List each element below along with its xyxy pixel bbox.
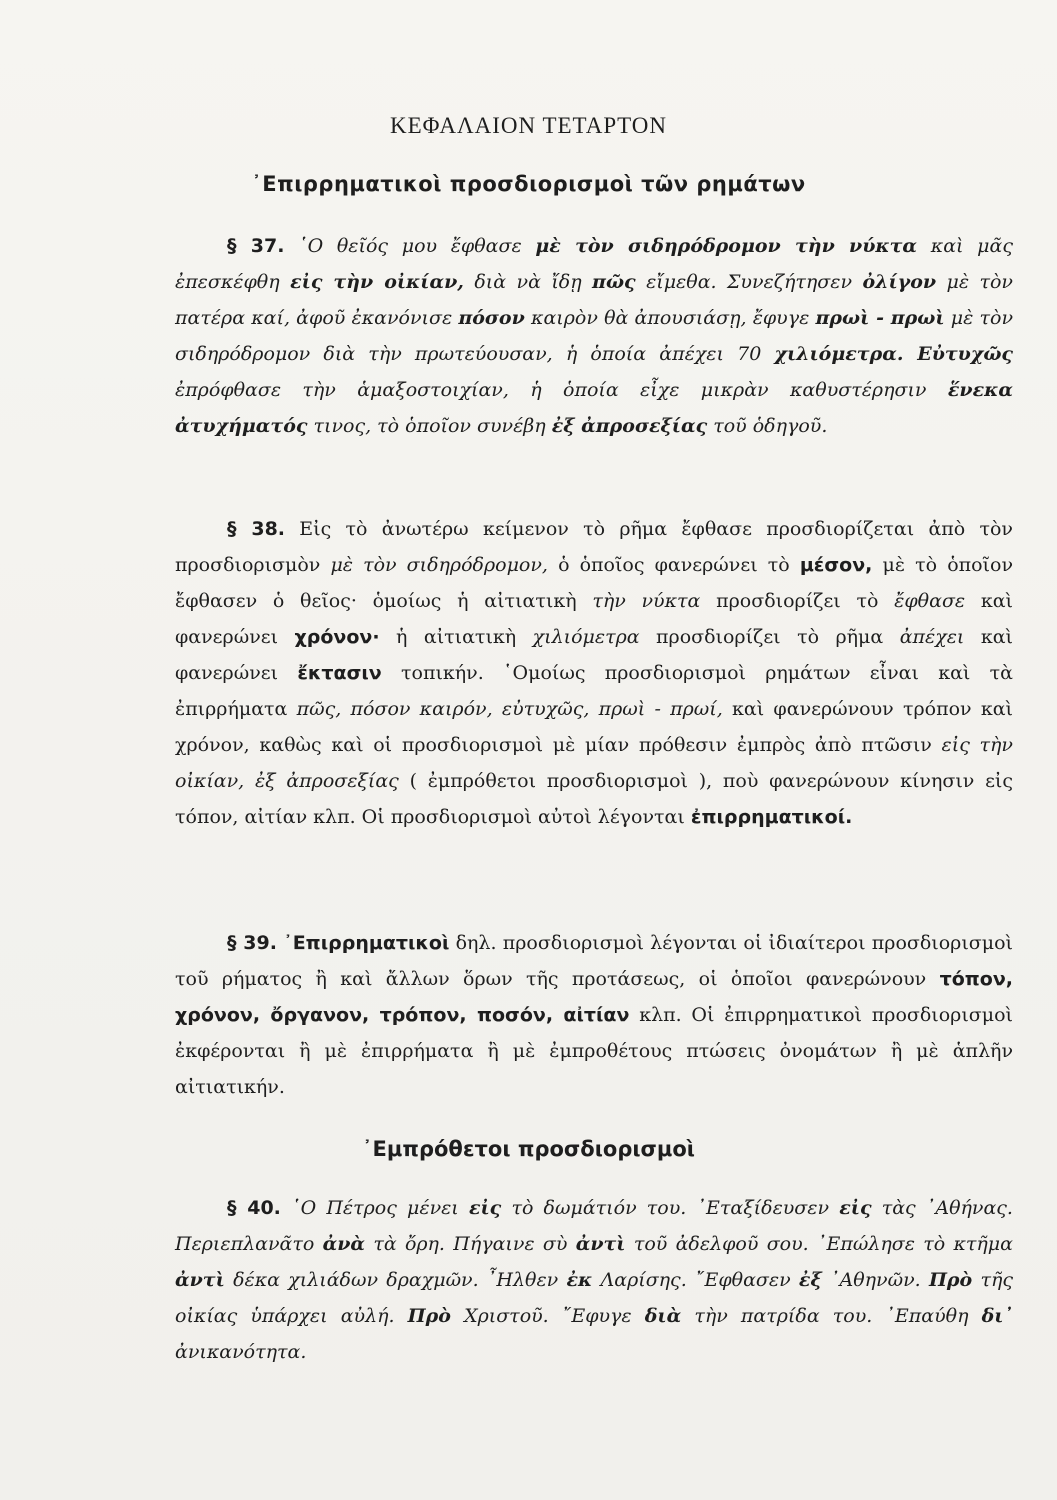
paragraph-38: § 38. Εἰς τὸ ἀνωτέρω κείμενον τὸ ρῆμα ἔφθασε προσδιορίζεται ἀπὸ τὸν προσδιορισμὸν μὲ τὸν σιδηρόδρομον, ὁ ὁποῖος φανερώνει τὸ μέσον, μὲ τὸ ὁποῖον ἔφθασεν ὁ θεῖος· ὁμοίως ἡ αἰτιατικὴ τὴν νύκτα προσδιορίζει τὸ ἔφθασε καὶ φανερώνει χρόνον· ἡ αἰτιατικὴ χιλιόμετρα προσδιορίζει τὸ ρῆμα ἀπέχει καὶ φανερώνει ἔκτασιν τοπικήν. ῾Ομοίως προσδιορισμοὶ ρημάτων εἶναι καὶ τὰ ἐπιρρήματα πῶς, πόσον καιρόν, εὐτυχῶς, πρωὶ - πρωί, καὶ φανερώνουν τρόπον καὶ χρόνον, καθὼς καὶ οἱ προσδιορισμοὶ μὲ μίαν πρόθεσιν ἐμπρὸς ἀπὸ πτῶσιν εἰς τὴν οἰκίαν, ἐξ ἀπροσεξίας ( ἐμπρόθετοι προσδιορισμοὶ ), ποὺ φανερώνουν κίνησιν εἰς τόπον, αἰτίαν κλπ. Οἱ προσδιορισμοὶ αὐτοὶ λέγονται ἐπιρρηματικοί.: [175, 518, 1013, 828]
chapter-title: ΚΕΦΑΛΑΙΟΝ ΤΕΤΑΡΤΟΝ: [389, 113, 668, 138]
subsection-heading: ᾿Εμπρόθετοι προσδιορισμοὶ: [362, 1137, 695, 1161]
paragraph-40: § 40. ῾Ο Πέτρος μένει εἰς τὸ δωμάτιόν του. ᾿Εταξίδευσεν εἰς τὰς ᾿Αθήνας. Περιεπλανᾶτο ἀνὰ τὰ ὄρη. Πήγαινε σὺ ἀντὶ τοῦ ἀδελφοῦ σου. ᾿Επώλησε τὸ κτῆμα ἀντὶ δέκα χιλιάδων δραχμῶν. ῏Ηλθεν ἐκ Λαρίσης. ῎Εφθασεν ἐξ ᾿Αθηνῶν. Πρὸ τῆς οἰκίας ὑπάρχει αὐλή. Πρὸ Χριστοῦ. ῎Εφυγε διὰ τὴν πατρίδα του. ᾿Επαύθη δι᾿ ἀνικανότητα.: [175, 1197, 1014, 1363]
section-heading: ᾿Επιρρηματικοὶ προσδιορισμοὶ τῶν ρημάτων: [251, 172, 806, 196]
paragraph-39: § 39. ᾿Επιρρηματικοὶ δηλ. προσδιορισμοὶ λέγονται οἱ ἰδιαίτεροι προσδιορισμοὶ τοῦ ρήματος ἢ καὶ ἄλλων ὅρων τῆς προτάσεως, οἱ ὁποῖοι φανερώνουν τόπον, χρόνον, ὄργανον, τρόπον, ποσόν, αἰτίαν κλπ. Οἱ ἐπιρρηματικοὶ προσδιορισμοὶ ἐκφέρονται ἢ μὲ ἐπιρρήματα ἢ μὲ ἐμπροθέτους πτώσεις ὀνομάτων ἢ μὲ ἁπλῆν αἰτιατικήν.: [175, 932, 1014, 1098]
paragraph-number: § 37.: [227, 235, 285, 257]
paragraph-37: § 37. ῾Ο θεῖός μου ἔφθασε μὲ τὸν σιδηρόδρομον τὴν νύκτα καὶ μᾶς ἐπεσκέφθη εἰς τὴν οἰκίαν, διὰ νὰ ἴδῃ πῶς εἴμεθα. Συνεζήτησεν ὀλίγον μὲ τὸν πατέρα καί, ἀφοῦ ἐκανόνισε πόσον καιρὸν θὰ ἀπουσιάσῃ, ἔφυγε πρωὶ - πρωὶ μὲ τὸν σιδηρόδρομον διὰ τὴν πρωτεύουσαν, ἡ ὁποία ἀπέχει 70 χιλιόμετρα. Εὐτυχῶς ἐπρόφθασε τὴν ἁμαξοστοιχίαν, ἡ ὁποία εἶχε μικρὰν καθυστέρησιν ἕνεκα ἀτυχήματός τινος, τὸ ὁποῖον συνέβη ἐξ ἀπροσεξίας τοῦ ὁδηγοῦ.: [175, 235, 1014, 437]
paragraph-number: § 38.: [227, 518, 286, 540]
paragraph-number: § 39.: [227, 932, 277, 954]
paragraph-number: § 40.: [227, 1197, 281, 1219]
